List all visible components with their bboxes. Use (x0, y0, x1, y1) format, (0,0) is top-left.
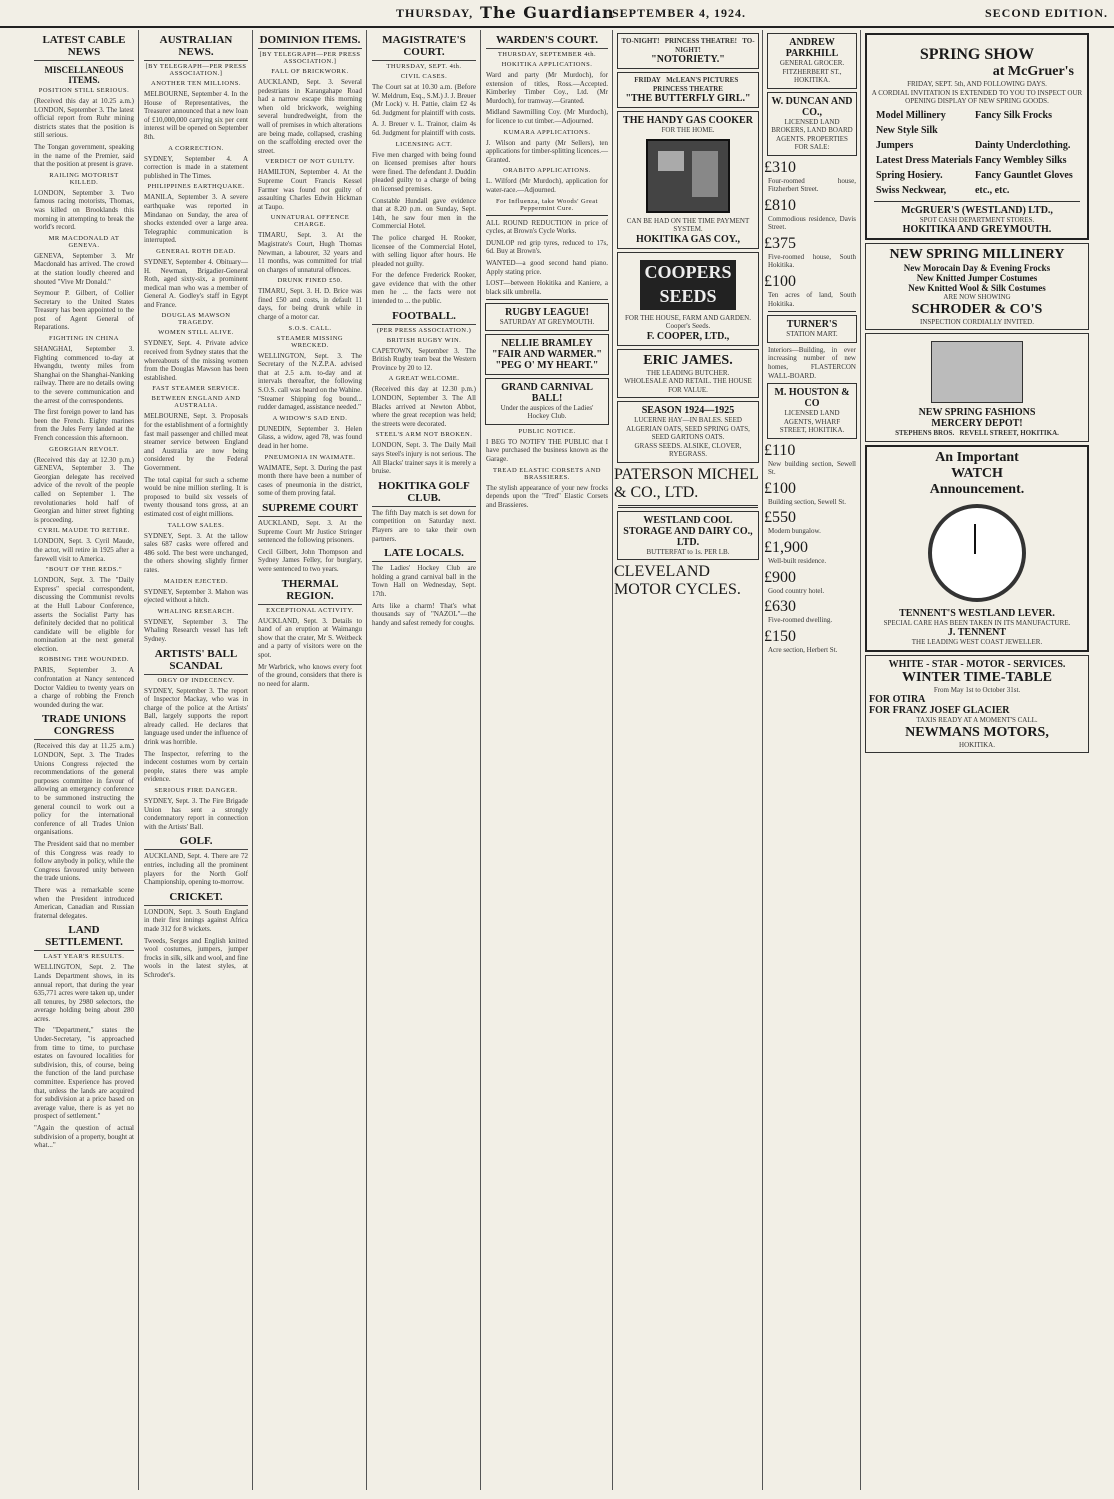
article-paragraph: The first foreign power to land has been the French. Eighty marines from the Jules Ferry landed at the French concession this afternoon. (34, 408, 134, 442)
column-wardens-court (482, 30, 613, 1490)
c6-bar1: FRIDAY (634, 76, 661, 84)
c8-dates: FRIDAY, SEPT. 5th, AND FOLLOWING DAYS. (907, 80, 1047, 88)
subheadline: MISCELLANEOUS ITEMS. (44, 65, 124, 85)
c6-t1: TO-NIGHT! (621, 37, 660, 45)
c8-jt: J. TENNENT (947, 627, 1007, 638)
article-paragraph: Five-roomed house, South Hokitika. (768, 252, 856, 270)
subhead: FAST STEAMER SERVICE. (152, 385, 240, 393)
c8-wdates: From May 1st to October 31st. (933, 685, 1021, 694)
c8-items-9: etc., etc. (974, 184, 1010, 196)
c8-watch: WATCH (951, 465, 1003, 481)
headline: DOMINION ITEMS. (258, 34, 362, 49)
column-cable-news (30, 30, 139, 1490)
subhead: PNEUMONIA IN WAIMATE. (264, 453, 356, 461)
subhead: A CORRECTION. (168, 144, 224, 152)
c6-season: SEASON 1924—1925 (641, 405, 735, 416)
c8-wtt: WINTER TIME-TABLE (901, 669, 1052, 685)
article-paragraph: The Tongan government, speaking in the name of the Premier, said that the position at present is grave. (34, 142, 134, 169)
c6-bar2: McLEAN'S PICTURES (666, 76, 739, 84)
article-paragraph: The Ladies' Hockey Club are holding a grand carnival ball in the Town Hall on Wednesday, Sept. 17th. (372, 564, 476, 598)
headline: GOLF. (144, 835, 248, 850)
ad-paterson-michel: PATERSON MICHEL & CO., LTD. (614, 465, 759, 501)
subhead: GEORGIAN REVOLT. (49, 445, 119, 453)
c8-items-0: Model Millinery (876, 109, 946, 121)
c8-newman2: HOKITIKA. (959, 740, 995, 749)
subhead: FIGHTING IN CHINA (49, 335, 119, 343)
article-paragraph: Well-built residence. (768, 557, 827, 565)
ad-m-houston: M. HOUSTON & CO LICENSED LAND AGENTS, WHARF STREET, HOKITIKA. (767, 383, 857, 439)
subhead: A GREAT WELCOME. (388, 375, 460, 383)
subhead: DRUNK FINED £50. (277, 277, 343, 285)
article-paragraph: L. Wilford (Mr Murdoch), application for water-race.—Adjourned. (486, 177, 608, 194)
masthead-date: SEPTEMBER 4, 1924. (612, 6, 747, 20)
c6-coopco: F. COOPER, LTD., (646, 330, 730, 342)
c7-p4: £100 (764, 273, 796, 291)
c8-spring: SPRING SHOW (919, 46, 1035, 63)
subhead: ANOTHER TEN MILLIONS. (151, 80, 241, 87)
subhead: SERIOUS FIRE DANGER. (154, 787, 238, 795)
subhead: MAIDEN EJECTED. (163, 577, 229, 585)
c7-p11: £150 (764, 627, 796, 645)
c8-items-4: Latest Dress Materials (876, 154, 973, 166)
coopers-seeds-logo: COOPERS SEEDS (640, 260, 736, 310)
article-paragraph: LONDON, September 3. Two famous racing motorists, Thomas, was killed on Brooklands this morning in attempting to break the world's record. (34, 188, 134, 232)
article-paragraph: SYDNEY, September 4. Obituary—H. Newman, Brigadier-General Roth, aged sixty-six, a prominent medical man who was a member of General A. Godley's staff in Egypt and France. (144, 257, 248, 309)
subhead: TALLOW SALES. (167, 521, 225, 529)
article-paragraph: Building section, Sewell St. (768, 497, 846, 506)
subhead: WHALING RESEARCH. (157, 607, 235, 615)
c7-ap2: GENERAL GROCER. (779, 59, 845, 67)
subhead: KUMARA APPLICATIONS. (503, 128, 591, 136)
article-paragraph: I BEG TO NOTIFY THE PUBLIC that I have purchased the business known as the Garage. (486, 437, 608, 463)
article-paragraph: DUNEDIN, September 3. Helen Glass, a widow, aged 78, was found dead in her home. (258, 424, 362, 450)
ad-andrew-parkhill: ANDREW PARKHILL GENERAL GROCER. FITZHERBERT ST., HOKITIKA. (767, 33, 857, 89)
article-paragraph: TIMARU, Sept. 3. At the Magistrate's Court, Hugh Thomas Newman, a labourer, 32 years and 11 months, was committed for trial on charges of unnatural offences. (258, 231, 362, 274)
c7-dun: W. DUNCAN AND CO., (771, 95, 853, 118)
article-paragraph: MELBOURNE, Sept. 3. Proposals for the establishment of a fortnightly fast mail passenger and chilled meat steamer service between England and Australia are now being considered by the Federal Government. (144, 412, 248, 472)
subhead: UNNATURAL OFFENCE CHARGE. (270, 214, 350, 229)
ad-westland-cool-storage: WESTLAND COOL STORAGE AND DAIRY CO., LTD. BUTTERFAT to 1s. PER LB. (617, 511, 759, 561)
shop-illustration (931, 341, 1023, 403)
c7-turner2: STATION MART. (786, 330, 838, 339)
article-paragraph: New building section, Sewell St. (768, 459, 856, 477)
subhead: STEAMER MISSING WRECKED. (276, 334, 344, 349)
ad-w-duncan: W. DUNCAN AND CO., LICENSED LAND BROKERS, LAND BOARD AGENTS. PROPERTIES FOR SALE: (767, 92, 857, 156)
column-ads-land (764, 30, 861, 1490)
article-paragraph: Commodious residence, Davis Street. (768, 214, 856, 232)
ad-mcgruers-spring-show: SPRING SHOW at McGruer's FRIDAY, SEPT. 5th, AND FOLLOWING DAYS. A CORDIAL INVITATION IS EXTENDED TO YOU TO INSPECT OUR OPENING DISPLAY OF NEW SPRING GOODS. Model Millinery Fancy Silk Frocks New Style Silk Jumpers Dainty Underclothing. Latest Dress Materials Fancy Wembley Silks Spring Hosiery. Fancy Gauntlet Gloves Swiss Neckwear, etc., etc. McGRUER'S (WESTLAND) LTD., SPOT CASH DEPARTMENT STORES. HOKITIKA AND GREYMOUTH. (865, 33, 1089, 240)
article-paragraph: LONDON, Sept. 3. The Daily Mail says Steel's injury is not serious. The All Blacks' trainer says it is merely a bruise. (372, 441, 476, 476)
ad-stephens-bros (865, 333, 1089, 442)
subhead: ROBBING THE WOUNDED. (38, 656, 130, 664)
column-magistrates-court: MAGISTRATE'S COURT. THURSDAY, SEPT. 4th. CIVIL CASES. The Court sat at 10.30 a.m. (Before W. Meldrum, Esq., S.M.) J. J. Breuer (Mr Lock) v. H. Pattie, claim £2 4s 6d. Judgment for plaintiff with costs. A. J. Breuer v. L. Trainor, claim 4s 6d. Judgment for plaintiff with costs. LICENSING ACT. Five men charged with being found on licensed premises after hours were fined. The defendant J. Duddin pleaded guilty to a charge of being on licensed premises. Constable Hundall gave evidence that at 8.20 p.m. on Sunday, Sept. 14th, he saw four men in the Commercial Hotel. The police charged H. Rooker, licensee of the Commercial Hotel, with selling liquor after hours. He pleaded not guilty. For the defence Frederick Rooker, gave evidence that with the other men he ... the facts were not intended to ... the public. FOOTBALL. (PER PRESS ASSOCIATION.) BRITISH RUGBY WIN. CAPETOWN, September 3. The British Rugby team beat the Western Province by 20 to 12. A GREAT WELCOME. (Received this day at 12.30 p.m.) LONDON, September 3. The All Blacks arrived at Newton Abbot, where the great reception was held; the streets were decorated. STEEL'S ARM NOT BROKEN. LONDON, Sept. 3. The Daily Mail says Steel's injury is not serious. The All Blacks' trainer says it is merely a bruise. HOKITIKA GOLF CLUB. The fifth Day match is set down for competition on Saturday next. Players are to take their own partners. LATE LOCALS. The Ladies' Hockey Club are holding a grand carnival ball in the Town Hall on Wednesday, Sept. 17th. Arts like a charm! That's what thousands say of "NAZOL"—the handy and safest remedy for coughs. (368, 30, 481, 1490)
c8-revell: REVELL STREET, HOKITIKA. (959, 429, 1059, 437)
article-paragraph: Tweeds, Serges and English knitted wool costumes, jumpers, jumper frocks in silk, silk and wool, and fine wools in the latest styles, at Schroder's. (144, 936, 249, 979)
article-paragraph: Five-roomed dwelling. (768, 616, 833, 625)
c5-ad3: NELLIE BRAMLEY (501, 337, 593, 349)
c8-tenn: TENNENT'S WESTLAND LEVER. (899, 607, 1055, 619)
subhead: LAST YEAR'S RESULTS. (43, 953, 125, 961)
article-paragraph: MANILA, September 3. A severe earthquake was reported in Mindanao on Sunday, the area of shocks extended over a large area. Telegraphic communication is interrupted. (144, 193, 248, 245)
article-paragraph: The stylish appearance of your new frocks depends upon the "Tred" Elastic Corsets and Brassieres. (486, 483, 608, 509)
headline: CRICKET. (144, 891, 248, 906)
article-paragraph: The President said that no member of this Congress was ready to follow anybody in policy, while the Congress favoured unity between the trade unions. (34, 839, 134, 883)
article-paragraph: "Again the question of actual subdivision of a property, bought at what..." (34, 1124, 134, 1150)
headline: TRADE UNIONS CONGRESS (34, 713, 134, 740)
article-paragraph: The Inspector, referring to the indecent costumes worn by certain people, states there was ample evidence. (144, 749, 248, 784)
c7-p9: £900 (764, 568, 796, 586)
c8-otira: FOR OTIRA (869, 694, 926, 705)
ad-corsets: TREAD ELASTIC CORSETS AND BRASSIERES. (492, 466, 602, 481)
ad-schroders: NEW SPRING MILLINERY New Morocain Day & Evening Frocks New Knitted Jumper Costumes New Knitted Wool & Silk Costumes ARE NOW SHOWING SCHRODER & CO'S INSPECTION CORDIALLY INVITED. (865, 243, 1089, 330)
article-paragraph: Interiors—Building, in ever increasing number of new homes, FLASTERCON WALL-BOARD. (768, 345, 856, 380)
c8-nsf: NEW SPRING FASHIONS (918, 407, 1036, 418)
article-paragraph: DUNLOP red grip tyres, reduced to 17s, 6d. Buy at Brown's. (486, 238, 608, 256)
article-paragraph: CAPETOWN, September 3. The British Rugby team beat the Western Province by 20 to 12. (372, 346, 476, 372)
subhead: ORGY OF INDECENCY. (157, 676, 235, 684)
byline: [BY TELEGRAPH—PER PRESS ASSOCIATION.] (259, 51, 361, 65)
ad-princess-theatre (485, 334, 609, 375)
article-paragraph: AUCKLAND, Sept. 3. Details to hand of an eruption at Waimangu show that the crater, Mr S. Weitbeck and a party of visitors were on the spot. (258, 616, 362, 659)
article-paragraph: A. J. Breuer v. L. Trainor, claim 4s 6d. Judgment for plaintiff with costs. (372, 120, 476, 137)
article-paragraph: Five men charged with being found on licensed premises after hours were fined. The defendant J. Duddin pleaded guilty to a charge of being on licensed premises. (372, 150, 476, 193)
c8-f2: New Knitted Jumper Costumes (916, 273, 1038, 283)
c6-eric: ERIC JAMES. (643, 352, 733, 368)
public-notice: PUBLIC NOTICE. (518, 427, 576, 435)
subhead: DOUGLAS MAWSON TRAGEDY. (161, 312, 231, 327)
article-paragraph: HAMILTON, September 4. At the Supreme Court Francis Kessel Farmer was found not guilty of assaulting Charles Edwin Hickman at Taupo. (258, 168, 362, 211)
headline: THERMAL REGION. (258, 578, 362, 605)
c8-imp: An Important (935, 449, 1019, 465)
headline: LATE LOCALS. (372, 547, 476, 562)
headline: MAGISTRATE'S COURT. (372, 34, 476, 61)
masthead-paper: The Guardian (480, 3, 615, 22)
c5-ad1: RUGBY LEAGUE! (505, 307, 589, 319)
c7-p7: £550 (764, 509, 796, 527)
article-paragraph: MELBOURNE, September 4. In the House of Representatives, the Treasurer announced that a new loan of £10,000,000 carrying six per cent interest will be opened on September 8th. (144, 90, 248, 141)
article-paragraph: Arts like a charm! That's what thousands say of "NAZOL"—the handy and safest remedy for coughs. (372, 601, 476, 627)
article-paragraph: Ten acres of land, South Hokitika. (768, 291, 856, 308)
article-paragraph: Four-roomed house, Fitzherbert Street. (768, 176, 856, 194)
article-paragraph: AUCKLAND, Sept. 3. Several pedestrians in Karangahape Road had a narrow escape this morning when old brickwork, weighing several hundredweight, from the wall of premises in which alterations are being made, collapsed, crashing on the scaffolding erected over the street. (258, 78, 362, 155)
c7-p1: £310 (764, 158, 796, 176)
article-paragraph: The fifth Day match is set down for competition on Saturday next. Players are to take their own partners. (372, 508, 476, 543)
subhead: "BOUT OF THE REDS." (45, 566, 123, 574)
article-paragraph: SYDNEY, September 3. Mahon was ejected without a hitch. (144, 587, 248, 605)
c6-gas1: THE HANDY GAS COOKER (623, 115, 753, 126)
c8-f3: New Knitted Wool & Silk Costumes (908, 283, 1046, 293)
c6-t3: TO-NIGHT! (675, 37, 755, 54)
subhead: EXCEPTIONAL ACTIVITY. (266, 606, 354, 614)
c5-ad2: SATURDAY AT GREYMOUTH. (499, 318, 595, 327)
c8-items-1: Fancy Silk Frocks (974, 109, 1053, 121)
ad-carnival-ball: GRAND CARNIVAL BALL! Under the auspices of the Ladies' Hockey Club. (485, 378, 609, 425)
c8-items-8: Swiss Neckwear, (876, 184, 947, 196)
article-paragraph: SYDNEY, September 4. A correction is made in a statement published in The Times. (144, 154, 248, 180)
article-paragraph: The "Department," states the Under-Secretary, "is approached from time to time, to purchase estates on favoured localities for subdivision, this, of course, being the function of the land purchase committee. Experience has proved that, unless the lands are acquired for subdivision at a price based on average value, there is as yet no prospect of settlement." (34, 1026, 134, 1121)
article-paragraph: WANTED—a good second hand piano. Apply stating price. (486, 258, 608, 276)
c6-ericsub: THE LEADING BUTCHER. (646, 368, 730, 377)
c8-sch: SCHRODER & CO'S (911, 301, 1043, 317)
byline: [BY TELEGRAPH—PER PRESS ASSOCIATION.] (145, 63, 247, 77)
article-paragraph: Mr Warbrick, who knows every foot of the ground, considers that there is no need for alarm. (258, 662, 362, 688)
c6-t2: PRINCESS THEATRE! (664, 37, 737, 45)
ad-mcleans-pictures (617, 72, 759, 108)
headline: HOKITIKA GOLF CLUB. (372, 480, 476, 507)
article-paragraph: (Received this day at 12.30 p.m.) LONDON, September 3. The All Blacks arrived at Newton Abbot, where the great reception was held; the streets were decorated. (372, 385, 476, 428)
c8-taxis: TAXIS READY AT A MOMENT'S CALL. (916, 716, 1038, 724)
c8-mcg3: HOKITIKA AND GREYMOUTH. (902, 224, 1052, 235)
c5-ad4: "FAIR AND WARMER." (492, 348, 602, 360)
c7-p3: £375 (764, 234, 796, 252)
c6-film1: "NOTORIETY." (651, 54, 725, 65)
column-australian-news (140, 30, 253, 1490)
dateline: THURSDAY, SEPTEMBER 4th. (497, 51, 597, 58)
column-ads-drapery (862, 30, 1092, 1490)
ad-peppermint-cure: For Influenza, take Woods' Great Peppermint Cure. (496, 197, 598, 212)
article-paragraph: (Received this day at 12.30 p.m.) GENEVA, September 3. The Georgian delegate has received advice of the revolt of the people called on September 1. The revolutionaries hold half of Georgian and hitter street fighting is proceeding. (34, 455, 134, 524)
subhead: LICENSING ACT. (395, 140, 453, 148)
article-paragraph: WELLINGTON, Sept. 2. The Lands Department shows, in its annual report, that during the year 635,771 acres were taken up, under all tenures, by 2980 selectors, the average holding being about 280 acres. (34, 963, 134, 1023)
article-paragraph: LONDON, Sept. 3. Cyril Maude, the actor, will retire in 1925 after a farewell visit to America. (34, 537, 134, 563)
c8-items-7: Fancy Gauntlet Gloves (974, 169, 1073, 181)
c8-jtsub: THE LEADING WEST COAST JEWELLER. (911, 638, 1043, 646)
subhead: S.O.S. CALL. (288, 324, 332, 332)
ad-tennent-watch: An Important WATCH Announcement. TENNENT'S WESTLAND LEVER. SPECIAL CARE HAS BEEN TAKEN IN ITS MANUFACTURE. J. TENNENT THE LEADING WEST COAST JEWELLER. (865, 445, 1089, 652)
masthead-edition: SECOND EDITION. (985, 6, 1109, 20)
subhead: BETWEEN ENGLAND AND AUSTRALIA. (151, 395, 241, 410)
article-paragraph: PARIS, September 3. A confrontation at Nancy sentenced Doctor Valdieu to twenty years on a charge of robbing the French wounded during the war. (34, 666, 134, 709)
c8-ann: Announcement. (929, 481, 1025, 497)
article-paragraph: AUCKLAND, Sept. 4. There are 72 entries, including all the prominent players for the North Golf Championship, opening to-morrow. (144, 852, 248, 887)
article-paragraph: The total capital for such a scheme would be nine million sterling. It is proposed to build six vessels of twenty thousand tons gross, at an estimated cost of eight millions. (144, 475, 248, 518)
article-paragraph: Constable Hundall gave evidence that at 8.20 p.m. on Sunday, Sept. 14th, he saw four men in the Commercial Hotel. (372, 196, 476, 231)
article-paragraph: Modern bungalow. (768, 527, 821, 536)
headline: WARDEN'S COURT. (486, 34, 608, 49)
masthead-day: THURSDAY, (396, 6, 474, 20)
c8-items-2: New Style Silk Jumpers (876, 124, 938, 151)
headline: SUPREME COURT (258, 502, 362, 517)
article-paragraph: LONDON, Sept. 3. South England in their first innings against Africa made 312 for 8 wickets. (144, 907, 248, 933)
c6-west: WESTLAND COOL STORAGE AND DAIRY CO., LTD. (623, 514, 753, 548)
c7-p8: £1,900 (764, 539, 808, 556)
c8-insp: INSPECTION CORDIALLY INVITED. (920, 317, 1034, 326)
c8-mcg: McGRUER'S (WESTLAND) LTD., (901, 204, 1053, 216)
article-paragraph: Midland Sawmilling Coy. (Mr Murdoch), for licence to cut timber.—Adjourned. (486, 108, 608, 125)
c8-newman: NEWMANS MOTORS, (905, 724, 1049, 740)
c6-gas3: HOKITIKA GAS COY., (635, 233, 741, 245)
subhead: BRITISH RUGBY WIN. (386, 336, 462, 344)
article-paragraph: SYDNEY, Sept. 3. The Fire Brigade Union has sent a strongly condemnatory report in connection with the Artists' Ball. (144, 797, 248, 831)
article-paragraph: The police charged H. Rooker, licensee of the Commercial Hotel, with selling liquor after hours. He pleaded not guilty. (372, 233, 476, 268)
ad-white-star-motor (865, 655, 1089, 754)
subhead: FALL OF BRICKWORK. (271, 68, 349, 75)
c7-ap1: ANDREW PARKHILL (785, 37, 839, 59)
article-paragraph: J. Wilson and party (Mr Sellers), ten applications for timber-splitting licences.—Granted. (486, 138, 608, 164)
headline: FOOTBALL. (372, 310, 476, 325)
subhead: STEEL'S ARM NOT BROKEN. (375, 431, 473, 439)
gas-cooker-illustration (646, 139, 730, 213)
article-paragraph: LONDON, Sept. 3. The "Daily Express" special correspondent, discussing the Communist revolts at the Hull Labour Conference, asserts the Socialist Party has definitely decided that no political candidate will be eligible for nomination at the next general election. (34, 576, 134, 653)
article-paragraph: SYDNEY, September 3. The Whaling Research vessel has left Sydney. (144, 617, 248, 643)
article-paragraph: SYDNEY, Sept. 4. Private advice received from Sydney states that the whereabouts of the missing women from the Douglas Mawson has been established. (144, 339, 248, 382)
ad-coopers-seeds: COOPERS SEEDS FOR THE HOUSE, FARM AND GARDEN. Cooper's Seeds. F. COOPER, LTD., (617, 252, 759, 346)
c7-houston: M. HOUSTON & CO (774, 387, 850, 410)
c6-gas2: FOR THE HOME. (661, 126, 715, 134)
subhead: CYRIL MAUDE TO RETIRE. (38, 527, 130, 535)
article-paragraph: LOST—between Hokitika and Kaniere, a black silk umbrella. (486, 279, 608, 296)
article-paragraph: SYDNEY, Sept. 3. At the tallow sales 687 casks were offered and 486 sold. The best were unchanged, the others showing slightly firmer rates. (144, 531, 248, 574)
mcgruers-item-list (876, 108, 1078, 198)
subhead: ORABITO APPLICATIONS. (503, 167, 591, 175)
article-paragraph: (Received this day at 10.25 a.m.) LONDON, September 3. The latest official report from Ruhr mining districts states that the position is still serious. (34, 97, 134, 140)
headline: LAND SETTLEMENT. (34, 924, 134, 951)
article-paragraph: AUCKLAND, Sept. 3. At the Supreme Court Mr Justice Stringer sentenced the following prisoners. (258, 518, 362, 545)
c5-ad5: "PEG O' MY HEART." (495, 359, 599, 371)
subhead: HOKITIKA APPLICATIONS. (501, 61, 593, 68)
subhead: POSITION STILL SERIOUS. (38, 87, 130, 94)
article-paragraph: WELLINGTON, Sept. 3. The Secretary of the N.Z.P.A. advised that at 2.5 a.m. to-day and at intervals thereafter, the following S.O.S. call was heard on the Wahine. "Steamer Shipping fog bound... rudder damaged, assistance needed." (258, 351, 362, 412)
column-dominion-items (254, 30, 367, 1490)
article-paragraph: The Court sat at 10.30 a.m. (Before W. Meldrum, Esq., S.M.) J. J. Breuer (Mr Lock) v. H. Pattie, claim £2 4s 6d. Judgment for plaintiff with costs. (372, 83, 476, 117)
ad-turners (767, 315, 857, 343)
c8-franz: FOR FRANZ JOSEF GLACIER (869, 705, 1010, 716)
article-paragraph: Good country hotel. (768, 586, 825, 595)
c7-p6: £100 (764, 479, 796, 497)
article-paragraph: Cecil Gilbert, John Thompson and Sydney James Felley, for burglary, were sentenced to two years. (258, 547, 362, 573)
ad-season: SEASON 1924—1925 LUCERNE HAY—IN BALES. SEED ALGERIAN OATS, SEED SPRING OATS, SEED GARTONS OATS. GRASS SEEDS. ALSIKE, CLOVER, RYEGRASS. (617, 401, 759, 463)
c8-mcg2: SPOT CASH DEPARTMENT STORES. (919, 215, 1035, 224)
c6-film2: "THE BUTTERFLY GIRL." (625, 93, 751, 104)
ad-cleveland: CLEVELAND MOTOR CYCLES. (614, 563, 741, 598)
article-paragraph: Seymour P. Gilbert, of Collier Secretary to the United States Treasury has been appointed to the post of Agent General of Reparations. (34, 289, 134, 332)
subhead: RAILING MOTORIST KILLED. (49, 171, 119, 186)
c8-wsm: WHITE - STAR - MOTOR - SERVICES. (888, 658, 1066, 670)
subhead: VERDICT OF NOT GUILTY. (265, 158, 355, 166)
subhead: MR MACDONALD AT GENEVA. (48, 234, 120, 249)
headline: ARTISTS' BALL SCANDAL (144, 648, 248, 675)
ad-rugby-league (485, 303, 609, 331)
article-paragraph: There was a remarkable scene when the President introduced American, Canadian and Russian fraternal delegates. (34, 885, 134, 920)
subhead: CIVIL CASES. (400, 73, 448, 80)
c8-f1: New Morocain Day & Evening Frocks (903, 263, 1051, 273)
article-paragraph: For the defence Frederick Rooker, gave evidence that with the other men he ... the facts were not intended to ... the public. (372, 271, 476, 306)
dateline: THURSDAY, SEPT. 4th. (386, 63, 462, 70)
article-paragraph: SYDNEY, September 3. The report of Inspector Mackay, who was in charge of the police at the Artists' Ball, largely supports the report already called. He declares that language used under the influence of drink was horrible. (144, 686, 248, 747)
article-paragraph: (Received this day at 11.25 a.m.) LONDON, Sept. 3. The Trades Unions Congress rejected the recommendations of the general purposes committee in favour of allowing an emergency conference to be summoned instructing the general council to work out a policy for the international conference of all Trades Union organisations. (34, 742, 134, 837)
headline: AUSTRALIAN NEWS. (144, 34, 248, 61)
c7-p2: £810 (764, 196, 796, 214)
c8-items-5: Fancy Wembley Silks (974, 154, 1067, 166)
headline: LATEST CABLE NEWS (34, 34, 134, 61)
article-paragraph: Acre section, Herbert St. (768, 645, 838, 654)
ad-eric-james: ERIC JAMES. THE LEADING BUTCHER. WHOLESALE AND RETAIL. THE HOUSE FOR VALUE. (617, 349, 759, 399)
article-paragraph: TIMARU, Sept. 3. H. D. Brice was fined £50 and costs, in default 11 days, for being drunk while in charge of a motor car. (258, 287, 362, 322)
article-paragraph: WAIMATE, Sept. 3. During the past month there have been a number of cases of pneumonia in the district, some of them proving fatal. (258, 463, 362, 498)
c8-mc: at McGruer's (992, 64, 1074, 79)
subhead: PHILIPPINES EARTHQUAKE. (147, 183, 245, 191)
ad-gas-cooker: THE HANDY GAS COOKER FOR THE HOME. CAN BE HAD ON THE TIME PAYMENT SYSTEM. HOKITIKA GAS COY., (617, 111, 759, 249)
subhead: WOMEN STILL ALIVE. (158, 329, 234, 337)
article-paragraph: SHANGHAI, September 3. Fighting commenced to-day at Hwangdu, twenty miles from Shanghai on the Shanghai-Nanking railway. There are no details owing to the severe communication and the arrest of the correspondents. (34, 345, 134, 405)
c8-items-3: Dainty Underclothing. (974, 139, 1071, 151)
masthead (0, 0, 1114, 28)
c7-turner: TURNER'S (786, 319, 838, 331)
c7-p5: £110 (764, 441, 796, 459)
c8-items-6: Spring Hosiery. (876, 169, 943, 181)
subhead: GENERAL ROTH DEAD. (156, 247, 236, 255)
c8-merc: MERCERY DEPOT! (931, 418, 1023, 429)
article-paragraph: ALL ROUND REDUCTION in price of cycles, at Brown's Cycle Works. (486, 218, 608, 236)
c7-p10: £630 (764, 598, 796, 616)
c5-ad6: GRAND CARNIVAL BALL! (501, 381, 593, 404)
c8-steph: STEPHENS BROS. (895, 429, 955, 437)
subhead: A WIDOW'S SAD END. (272, 414, 348, 422)
column-ads-theatre (614, 30, 763, 1490)
c6-bar3: PRINCESS THEATRE (653, 84, 723, 93)
c8-nsm: NEW SPRING MILLINERY (889, 247, 1065, 262)
ad-princess-tonight (617, 33, 759, 69)
article-paragraph: GENEVA, September 3. Mr Macdonald has arrived. The crowd at the station loudly cheered and shouted "Vive Mr Donald." (34, 251, 134, 286)
pocket-watch-illustration (928, 504, 1026, 602)
article-paragraph: Ward and party (Mr Murdoch), for extension of titles, Ross.—Accepted. Kimberley Timber Coy., Ltd. (Mr Murdoch), for tramway.—Granted. (486, 71, 608, 105)
